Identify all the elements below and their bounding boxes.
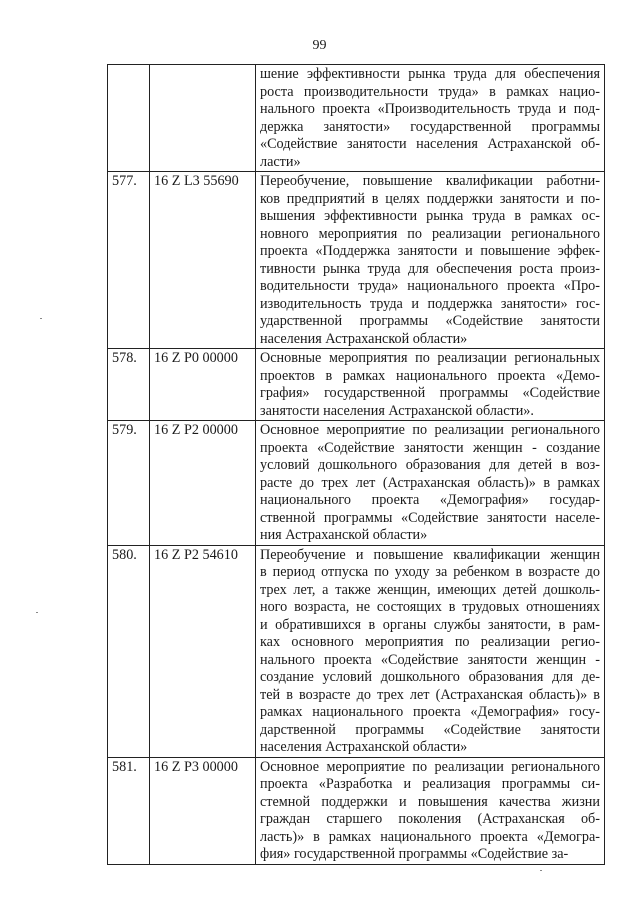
description-cell [256,757,605,864]
description-line: занятости населения Астраханской области». [260,402,534,419]
description-line: стемной поддержки и повышения качества жизни [260,793,600,810]
classification-code-cell: 16 Z L3 55690 [150,172,256,349]
description-line: проектов в рамках национального проекта «Демо- [260,367,600,384]
table-row [108,65,605,172]
scan-speck [36,612,38,613]
row-number-cell: 581. [108,757,150,864]
row-number-cell [108,65,150,172]
description-cell [256,172,605,349]
row-number-cell: 580. [108,545,150,757]
row-number-cell: 577. [108,172,150,349]
description-line: Основное мероприятие по реализации регионального [260,758,600,775]
table-row [108,545,605,757]
description-line: трех лет, а также женщин, имеющих детей дошколь- [260,581,600,598]
description-line: шение эффективности рынка труда для обеспечения [260,66,600,82]
description-line: ков предприятий в целях поддержки занятости и по- [260,190,600,207]
description-line: водительности труда» национального проекта «Про- [260,278,600,294]
table-row [108,757,605,864]
description-line: населения Астраханской области» [260,739,468,755]
page-number: 99 [312,38,327,53]
description-line: роста производительности труда» в рамках нацио- [260,83,600,100]
description-line: изводительность труда и поддержка занятости» гос- [260,295,600,312]
scan-speck [540,870,542,871]
budget-classification-table [107,64,605,865]
description-line: ударственной программы «Содействие занятости [260,313,600,329]
description-line: проекта «Разработка и реализация программы си- [260,776,600,792]
scan-speck [40,318,42,319]
description-line: национального проекта «Демография» государ- [260,492,600,508]
description-line: новного мероприятия по реализации регионального [260,225,600,242]
description-line: расте до трех лет (Астраханская область)» в рамках [260,474,600,491]
table-row [108,421,605,546]
description-line: Переобучение, повышение квалификации работни- [260,173,600,189]
table-row [108,172,605,349]
table-body [108,65,605,865]
description-cell [256,65,605,172]
description-cell [256,349,605,421]
description-line: ного возраста, не состоящих в трудовых отношениях [260,599,600,615]
description-cell [256,545,605,757]
description-line: рамках национального проекта «Демография» госу- [260,704,600,720]
description-line: проекта «Поддержка занятости и повышение эффек- [260,243,600,259]
classification-code-cell: 16 Z P3 00000 [150,757,256,864]
classification-code-cell [150,65,256,172]
description-line: Основные мероприятия по реализации региональных [260,350,600,366]
description-line: фия» государственной программы «Содействие за- [260,846,569,862]
description-line: тей в возрасте до трех лет (Астраханская область)» в [260,686,600,703]
description-line: проекта «Содействие занятости женщин - создание [260,439,600,456]
description-line: нального проекта «Производительность труда и под- [260,101,600,117]
classification-code-cell: 16 Z P2 54610 [150,545,256,757]
description-line: нального проекта «Содействие занятости женщин - [260,651,600,668]
description-line: ках основного мероприятия по реализации регио- [260,634,600,650]
description-line: Основное мероприятие по реализации регионального [260,422,600,438]
description-line: условий дошкольного образования для детей в воз- [260,457,600,473]
description-cell [256,421,605,546]
description-line: дарственной программы «Содействие занятости [260,721,600,738]
description-line: вышения эффективности рынка труда в рамках ос- [260,208,600,224]
description-line: ния Астраханской области» [260,527,428,543]
row-number-cell: 578. [108,349,150,421]
description-line: тивности рынка труда для обеспечения роста произ- [260,260,600,277]
description-line: «Содействие занятости населения Астраханской об- [260,136,600,152]
description-line: в период отпуска по уходу за ребенком в возрасте до [260,564,600,580]
description-line: ственной программы «Содействие занятости населе- [260,509,600,526]
classification-code-cell: 16 Z P0 00000 [150,349,256,421]
description-line: графия» государственной программы «Содействие [260,385,600,401]
description-line: Переобучение и повышение квалификации женщин [260,546,600,563]
description-line: ласти» [260,153,301,170]
table-row [108,349,605,421]
description-line: ласть)» в рамках национального проекта «Демогра- [260,828,600,845]
row-number-cell: 579. [108,421,150,546]
description-line: создание условий дошкольного образования для де- [260,669,600,685]
description-line: и обратившихся в органы службы занятости, в рам- [260,616,600,633]
description-line: граждан старшего поколения (Астраханская об- [260,811,600,827]
description-line: держка занятости» государственной программы [260,118,600,135]
classification-code-cell: 16 Z P2 00000 [150,421,256,546]
description-line: населения Астраханской области» [260,330,468,347]
